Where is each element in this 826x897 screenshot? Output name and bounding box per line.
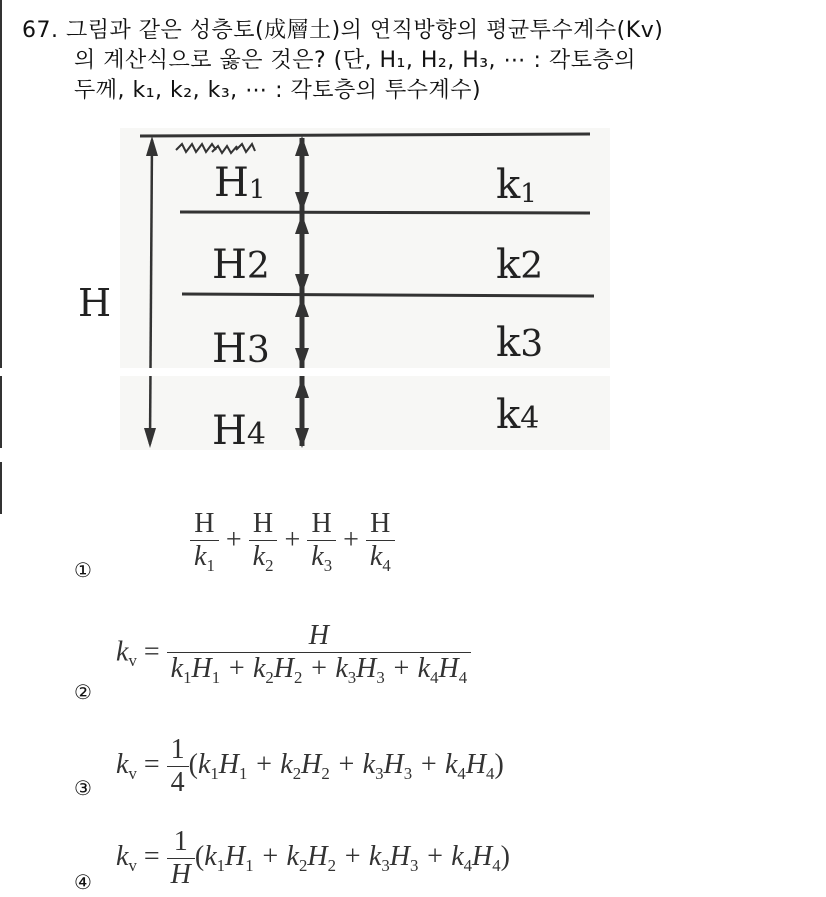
option-1-formula[interactable]: $\frac{H}{k_1}$ + $\frac{H}{k_2}$ + $\frac{H}{k_3}$ + $\frac{H}{k_4}$ — [190, 530, 490, 592]
layer-3-perm: k3 — [496, 320, 544, 366]
option-2-marker[interactable]: ② — [74, 680, 92, 704]
layer-boundary-2 — [182, 294, 594, 296]
layer-4-perm: k4 — [496, 392, 540, 438]
option-2-formula[interactable]: $k_v$ = $\frac{H}{k_1H_1 + k_2H_2 + k_3H_3 + k_4H_4}$ — [116, 620, 471, 688]
layer-boundary-1 — [180, 212, 590, 213]
question-number: 67. — [22, 18, 59, 43]
question-line-2: 의 계산식으로 옳은 것은? (단, H₁, H₂, H₃, ⋯ : 각토층의 — [74, 48, 636, 73]
option-3-formula[interactable]: $k_v$ = $\frac{1}{4}$ $(k_1H_1 + k_2H_2 + k_3H_3 + k_4H_4)$ — [116, 734, 504, 798]
question-line-1-text: 그림과 같은 성층토(成層土)의 연직방향의 평균투수계수(Kv) — [66, 18, 664, 43]
question-line-3: 두께, k₁, k₂, k₃, ⋯ : 각토층의 투수계수) — [74, 78, 482, 103]
total-height-label: H — [78, 281, 112, 325]
layer-1-thickness: H1 — [214, 160, 266, 206]
option-1-marker[interactable]: ① — [74, 558, 92, 582]
layer-2-thickness: H2 — [212, 242, 270, 288]
layer-3-thickness: H3 — [212, 326, 270, 372]
layer-4-thickness: H4 — [212, 408, 266, 454]
ground-surface-line — [140, 134, 590, 136]
layer-1-perm: k1 — [496, 162, 537, 209]
option-4-formula[interactable]: $k_v$ = $\frac{1}{H}$ $(k_1H_1 + k_2H_2 + k_3H_3 + k_4H_4)$ — [116, 826, 510, 890]
scan-gap — [0, 368, 620, 376]
option-3-marker[interactable]: ③ — [74, 776, 92, 800]
option-4-marker[interactable]: ④ — [74, 870, 92, 894]
layer-2-perm: k2 — [496, 242, 544, 288]
